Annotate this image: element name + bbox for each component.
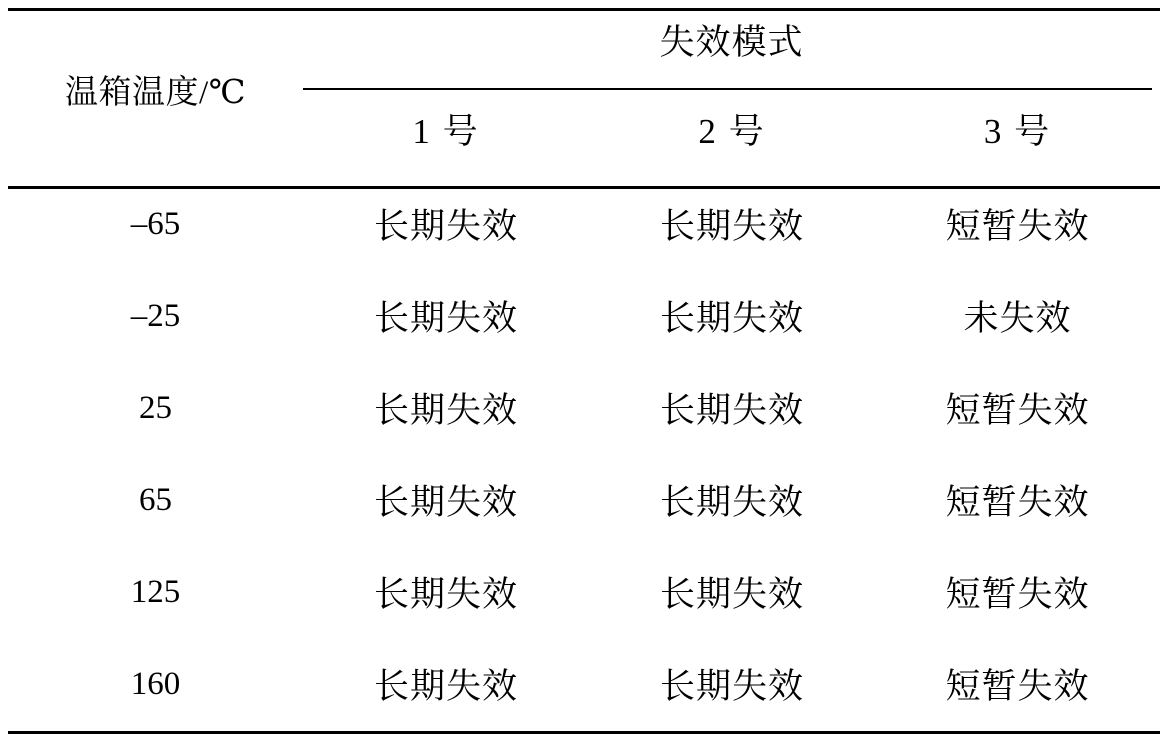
row-value-1: 长期失效 bbox=[373, 207, 518, 246]
table-row bbox=[8, 178, 1160, 270]
row-value-1: 长期失效 bbox=[373, 299, 518, 338]
row-temperature: –25 bbox=[130, 297, 181, 334]
spanning-header-rule bbox=[303, 88, 1152, 90]
row-value-3: 短暂失效 bbox=[945, 483, 1090, 522]
row-temperature: 25 bbox=[139, 389, 172, 426]
column-header-2: 2 号 bbox=[698, 112, 766, 151]
row-value-3: 短暂失效 bbox=[945, 391, 1090, 430]
row-value-1: 长期失效 bbox=[373, 391, 518, 430]
row-value-3: 短暂失效 bbox=[945, 207, 1090, 246]
row-value-2: 长期失效 bbox=[659, 391, 804, 430]
table-row bbox=[8, 362, 1160, 454]
row-value-3: 短暂失效 bbox=[945, 575, 1090, 614]
row-value-2: 长期失效 bbox=[659, 667, 804, 706]
column-header-1: 1 号 bbox=[412, 112, 480, 151]
column-header-3: 3 号 bbox=[983, 112, 1052, 151]
table-row bbox=[8, 270, 1160, 362]
table-bottom-rule bbox=[8, 731, 1160, 734]
table-row bbox=[8, 546, 1160, 638]
table-row bbox=[8, 638, 1160, 730]
table-top-rule bbox=[8, 8, 1160, 11]
row-value-2: 长期失效 bbox=[659, 299, 804, 338]
row-value-3: 短暂失效 bbox=[945, 667, 1090, 706]
spanning-header-cell: 失效模式 bbox=[659, 23, 804, 62]
row-value-3: 未失效 bbox=[963, 299, 1072, 338]
row-temperature: 160 bbox=[130, 665, 181, 702]
row-value-2: 长期失效 bbox=[659, 575, 804, 614]
header-body-rule bbox=[8, 186, 1160, 189]
row-value-1: 长期失效 bbox=[373, 667, 518, 706]
row-temperature: –65 bbox=[130, 205, 181, 242]
row-temperature: 65 bbox=[139, 481, 172, 518]
row-temperature: 125 bbox=[130, 573, 181, 610]
row-value-2: 长期失效 bbox=[659, 207, 804, 246]
row-value-1: 长期失效 bbox=[373, 483, 518, 522]
row-value-1: 长期失效 bbox=[373, 575, 518, 614]
stub-header-cell: 温箱温度/℃ bbox=[64, 74, 247, 111]
table-header-row-span bbox=[8, 0, 1160, 80]
table-row bbox=[8, 454, 1160, 546]
row-value-2: 长期失效 bbox=[659, 483, 804, 522]
failure-mode-table bbox=[8, 0, 1160, 730]
